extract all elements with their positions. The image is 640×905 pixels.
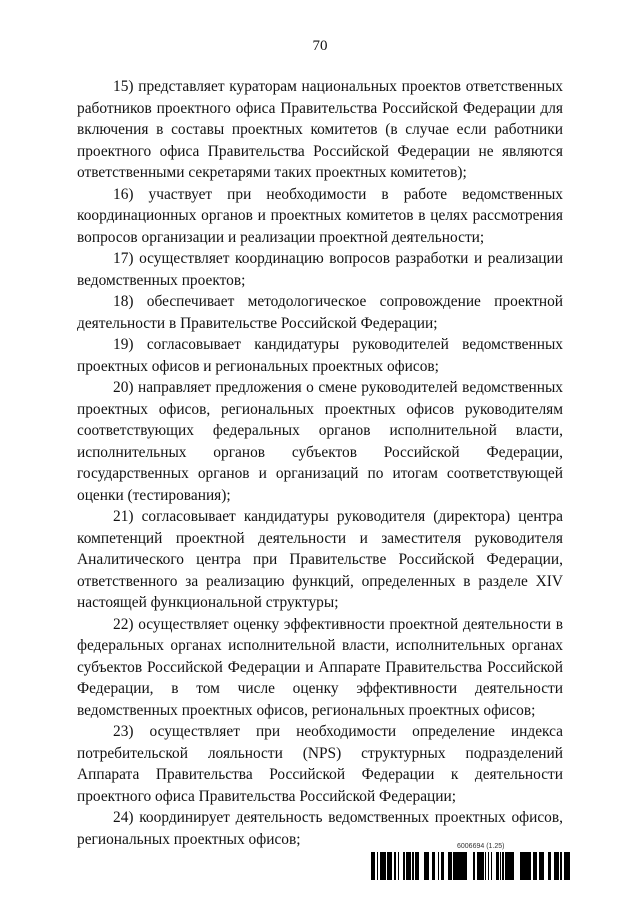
paragraph-item-21: 21) согласовывает кандидатуры руководителя (директора) центра компетенций проектной деятельности и заместителя руководителя Аналитического центра при Правительстве Российской Федерации, ответственного за реализацию функций, определенных в разделе XIV настоящей функциональной структуры;	[77, 508, 563, 611]
paragraph-item-18: 18) обеспечивает методологическое сопровождение проектной деятельности в Правительстве Российской Федерации;	[77, 293, 563, 332]
document-body	[77, 76, 563, 850]
document-code: 6006694 (1.25)	[457, 843, 505, 850]
barcode-image	[371, 852, 571, 880]
page-number: 70	[312, 38, 328, 54]
paragraph-item-15: 15) представляет кураторам национальных проектов ответственных работников проектного офиса Правительства Российской Федерации для включения в составы проектных комитетов (в случае если работники проектного офиса Правительства Российской Федерации не являются ответственными секретарями таких проектных комитетов);	[77, 78, 563, 181]
paragraph-item-22: 22) осуществляет оценку эффективности проектной деятельности в федеральных органах исполнительной власти, исполнительных органах субъектов Российской Федерации и Аппарате Правительства Российской Федерации, в том числе оценку эффективности деятельности ведомственных проектных офисов, региональных проектных офисов;	[77, 615, 563, 719]
paragraph-item-17: 17) осуществляет координацию вопросов разработки и реализации ведомственных проектов;	[77, 250, 563, 289]
paragraph-item-20: 20) направляет предложения о смене руководителей ведомственных проектных офисов, региональных проектных офисов руководителям соответствующих федеральных органов исполнительной власти, исполнительных органов субъектов Российской Федерации, государственных органов и организаций по итогам соответствующей оценки (тестирования);	[77, 379, 563, 504]
paragraph-item-23: 23) осуществляет при необходимости определение индекса потребительской лояльности (NPS) структурных подразделений Аппарата Правительства Российской Федерации к деятельности проектного офиса Правительства Российской Федерации;	[77, 723, 563, 805]
paragraph-item-24: 24) координирует деятельность ведомственных проектных офисов, региональных проектных офисов;	[77, 809, 563, 848]
paragraph-item-16: 16) участвует при необходимости в работе ведомственных координационных органов и проектных комитетов в целях рассмотрения вопросов организации и реализации проектной деятельности;	[77, 185, 563, 246]
paragraph-item-19: 19) согласовывает кандидатуры руководителей ведомственных проектных офисов и региональных проектных офисов;	[77, 336, 563, 375]
